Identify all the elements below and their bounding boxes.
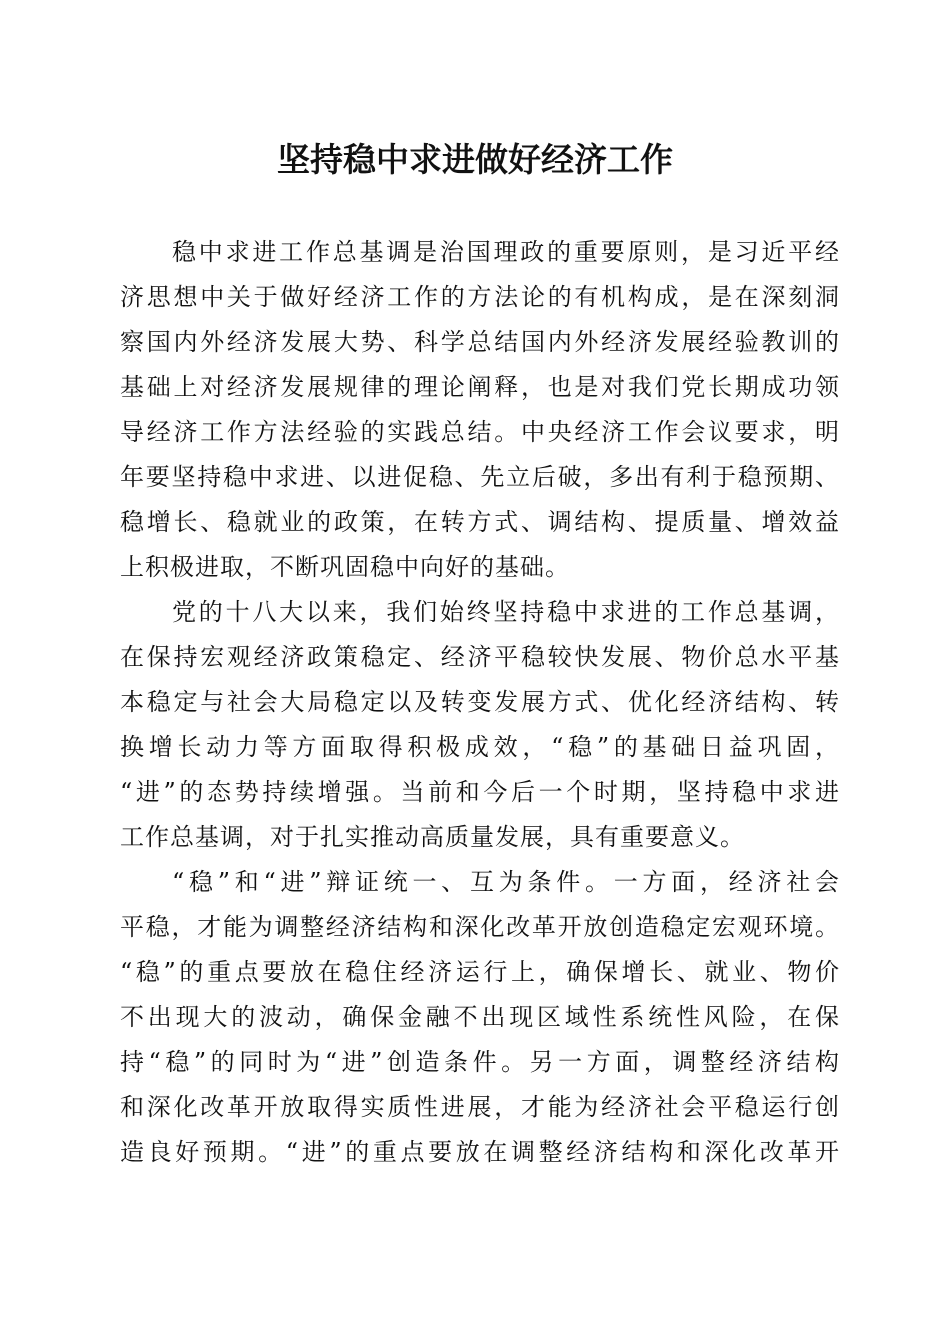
- paragraph-3-line-4: 不出现大的波动，确保金融不出现区域性系统性风险，在保: [120, 1003, 840, 1031]
- paragraph-1-line-5: 导经济工作方法经验的实践总结。中央经济工作会议要求，明: [120, 418, 840, 446]
- paragraph-1-line-7: 稳增长、稳就业的政策，在转方式、调结构、提质量、增效益: [120, 508, 840, 536]
- paragraph-2-line-6: 工作总基调，对于扎实推动高质量发展，具有重要意义。: [120, 823, 745, 851]
- paragraph-1-line-6: 年要坚持稳中求进、以进促稳、先立后破，多出有利于稳预期、: [120, 463, 840, 491]
- paragraph-3-line-1: “稳”和“进”辩证统一、互为条件。一方面，经济社会: [172, 868, 840, 896]
- paragraph-2-line-1: 党的十八大以来，我们始终坚持稳中求进的工作总基调，: [172, 598, 840, 626]
- paragraph-1-line-3: 察国内外经济发展大势、科学总结国内外经济发展经验教训的: [120, 328, 840, 356]
- paragraph-3-line-3: “稳”的重点要放在稳住经济运行上，确保增长、就业、物价: [120, 958, 840, 986]
- paragraph-1-line-2: 济思想中关于做好经济工作的方法论的有机构成，是在深刻洞: [120, 283, 840, 311]
- paragraph-3-line-2: 平稳，才能为调整经济结构和深化改革开放创造稳定宏观环境。: [120, 913, 840, 941]
- paragraph-2-line-4: 换增长动力等方面取得积极成效，“稳”的基础日益巩固，: [120, 733, 840, 761]
- paragraph-3-line-7: 造良好预期。“进”的重点要放在调整经济结构和深化改革开: [120, 1138, 840, 1166]
- paragraph-1-line-8: 上积极进取，不断巩固稳中向好的基础。: [120, 553, 570, 581]
- paragraph-3-line-6: 和深化改革开放取得实质性进展，才能为经济社会平稳运行创: [120, 1093, 840, 1121]
- paragraph-3-line-5: 持“稳”的同时为“进”创造条件。另一方面，调整经济结构: [120, 1048, 840, 1076]
- paragraph-2-line-3: 本稳定与社会大局稳定以及转变发展方式、优化经济结构、转: [120, 688, 840, 716]
- paragraph-1-line-4: 基础上对经济发展规律的理论阐释，也是对我们党长期成功领: [120, 373, 840, 401]
- paragraph-1-line-1: 稳中求进工作总基调是治国理政的重要原则，是习近平经: [172, 238, 840, 266]
- paragraph-2-line-2: 在保持宏观经济政策稳定、经济平稳较快发展、物价总水平基: [120, 643, 840, 671]
- document-title: 坚持稳中求进做好经济工作: [277, 140, 673, 179]
- document-body: [120, 230, 840, 1175]
- paragraph-2-line-5: “进”的态势持续增强。当前和今后一个时期，坚持稳中求进: [120, 778, 840, 806]
